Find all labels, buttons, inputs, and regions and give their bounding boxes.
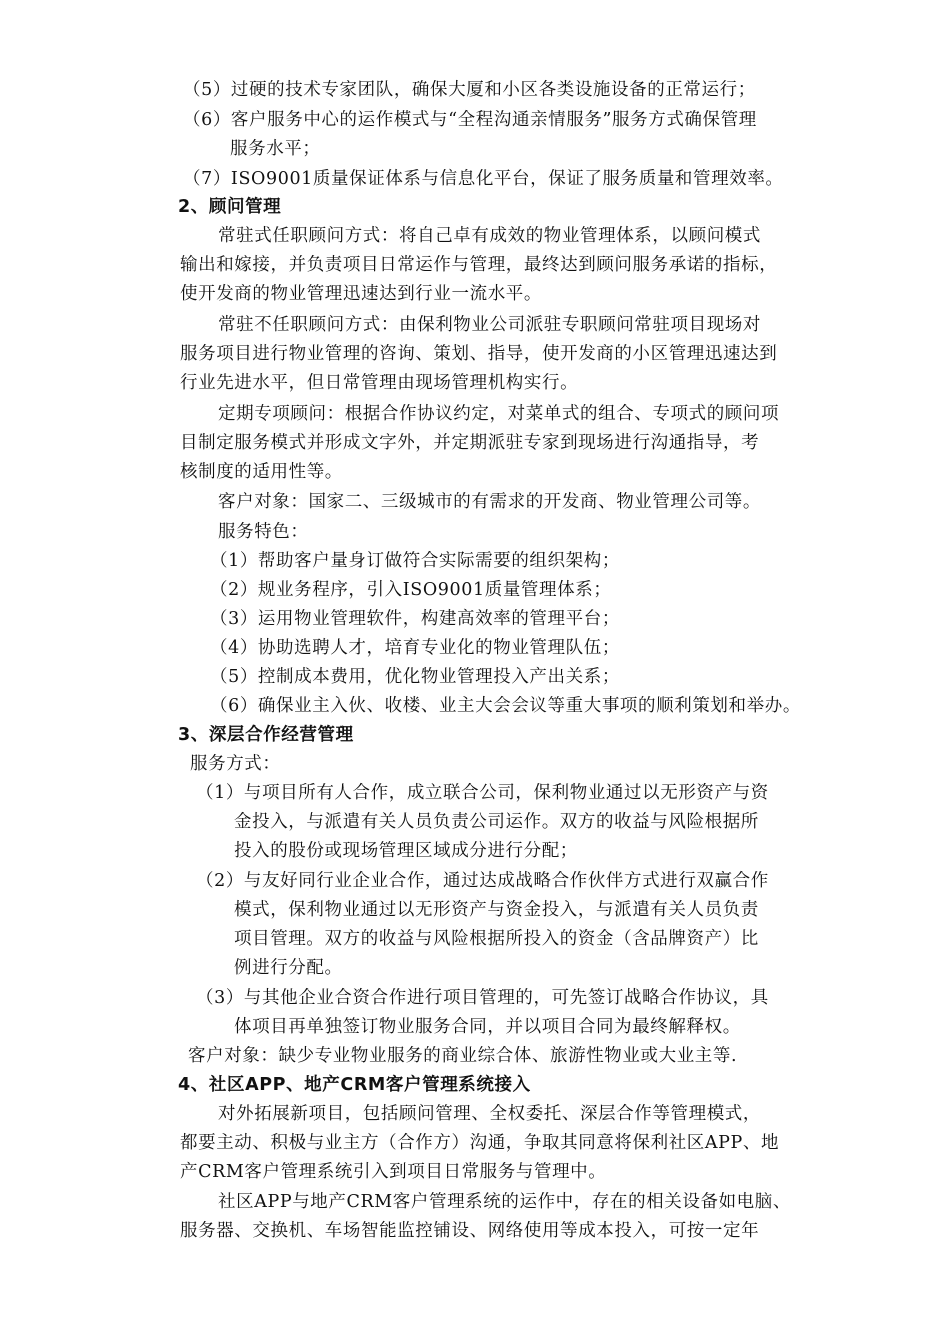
- feature-item: （4）协助选聘人才，培育专业化的物业管理队伍；: [210, 638, 620, 658]
- mode-item-3: （3）与其他企业合资合作进行项目管理的，可先签订战略合作协议，具: [196, 988, 769, 1008]
- paragraph-system-cost: 社区APP与地产CRM客户管理系统的运作中，存在的相关设备如电脑、: [218, 1192, 791, 1212]
- mode-item-continuation: 模式，保利物业通过以无形资产与资金投入，与派遣有关人员负责: [234, 900, 759, 920]
- mode-item-continuation: 体项目再单独签订物业服务合同，并以项目合同为最终解释权。: [234, 1017, 741, 1037]
- paragraph-line: 目制定服务模式并形成文字外，并定期派驻专家到现场进行沟通指导，考: [180, 433, 760, 453]
- paragraph-line: 核制度的适用性等。: [180, 462, 343, 482]
- item-6-service-center: （6）客户服务中心的运作模式与“全程沟通亲情服务”服务方式确保管理: [183, 110, 757, 130]
- paragraph-periodic-consultant: 定期专项顾问：根据合作协议约定，对菜单式的组合、专项式的顾问项: [218, 404, 780, 424]
- heading-consulting-management: 2、顾问管理: [178, 197, 282, 217]
- paragraph-resident-consultant: 常驻式任职顾问方式：将自己卓有成效的物业管理体系，以顾问模式: [218, 226, 761, 246]
- paragraph-line: 输出和嫁接，并负责项目日常运作与管理，最终达到顾问服务承诺的指标，: [180, 255, 778, 275]
- mode-item-1: （1）与项目所有人合作，成立联合公司，保利物业通过以无形资产与资: [196, 783, 769, 803]
- mode-item-continuation: 投入的股份或现场管理区域成分进行分配；: [234, 841, 578, 861]
- feature-item: （2）规业务程序，引入ISO9001质量管理体系；: [210, 580, 612, 600]
- paragraph-line: 服务器、交换机、车场智能监控铺设、网络使用等成本投入，可按一定年: [180, 1221, 760, 1241]
- paragraph-line: 产CRM客户管理系统引入到项目日常服务与管理中。: [180, 1162, 607, 1182]
- heading-deep-cooperation: 3、深层合作经营管理: [178, 725, 354, 745]
- feature-item: （3）运用物业管理软件，构建高效率的管理平台；: [210, 609, 620, 629]
- item-6-continuation: 服务水平；: [230, 139, 321, 159]
- paragraph-new-projects: 对外拓展新项目，包括顾问管理、全权委托、深层合作等管理模式，: [218, 1104, 761, 1124]
- feature-item: （6）确保业主入伙、收楼、业主大会会议等重大事项的顺利策划和举办。: [210, 696, 801, 716]
- service-mode-label: 服务方式：: [190, 754, 281, 774]
- mode-item-continuation: 项目管理。双方的收益与风险根据所投入的资金（含品牌资产）比: [234, 929, 759, 949]
- item-5-expert-team: （5）过硬的技术专家团队，确保大厦和小区各类设施设备的正常运行；: [183, 80, 756, 100]
- paragraph-line: 使开发商的物业管理迅速达到行业一流水平。: [180, 284, 542, 304]
- mode-item-continuation: 金投入，与派遣有关人员负责公司运作。双方的收益与风险根据所: [234, 812, 759, 832]
- mode-item-continuation: 例进行分配。: [234, 958, 343, 978]
- feature-item: （5）控制成本费用，优化物业管理投入产出关系；: [210, 667, 620, 687]
- item-7-iso9001: （7）ISO9001质量保证体系与信息化平台，保证了服务质量和管理效率。: [183, 169, 784, 189]
- heading-app-crm: 4、社区APP、地产CRM客户管理系统接入: [178, 1075, 531, 1095]
- paragraph-line: 服务项目进行物业管理的咨询、策划、指导，使开发商的小区管理迅速达到: [180, 344, 778, 364]
- paragraph-line: 行业先进水平，但日常管理由现场管理机构实行。: [180, 373, 579, 393]
- paragraph-line: 都要主动、积极与业主方（合作方）沟通，争取其同意将保利社区APP、地: [180, 1133, 780, 1153]
- feature-item: （1）帮助客户量身订做符合实际需要的组织架构；: [210, 551, 620, 571]
- paragraph-nonresident-consultant: 常驻不任职顾问方式：由保利物业公司派驻专职顾问常驻项目现场对: [218, 315, 761, 335]
- mode-item-2: （2）与友好同行业企业合作，通过达成战略合作伙伴方式进行双赢合作: [196, 871, 769, 891]
- service-features-label: 服务特色：: [218, 522, 309, 542]
- customer-target: 客户对象：缺少专业物业服务的商业综合体、旅游性物业或大业主等.: [188, 1046, 738, 1066]
- customer-target: 客户对象：国家二、三级城市的有需求的开发商、物业管理公司等。: [218, 492, 761, 512]
